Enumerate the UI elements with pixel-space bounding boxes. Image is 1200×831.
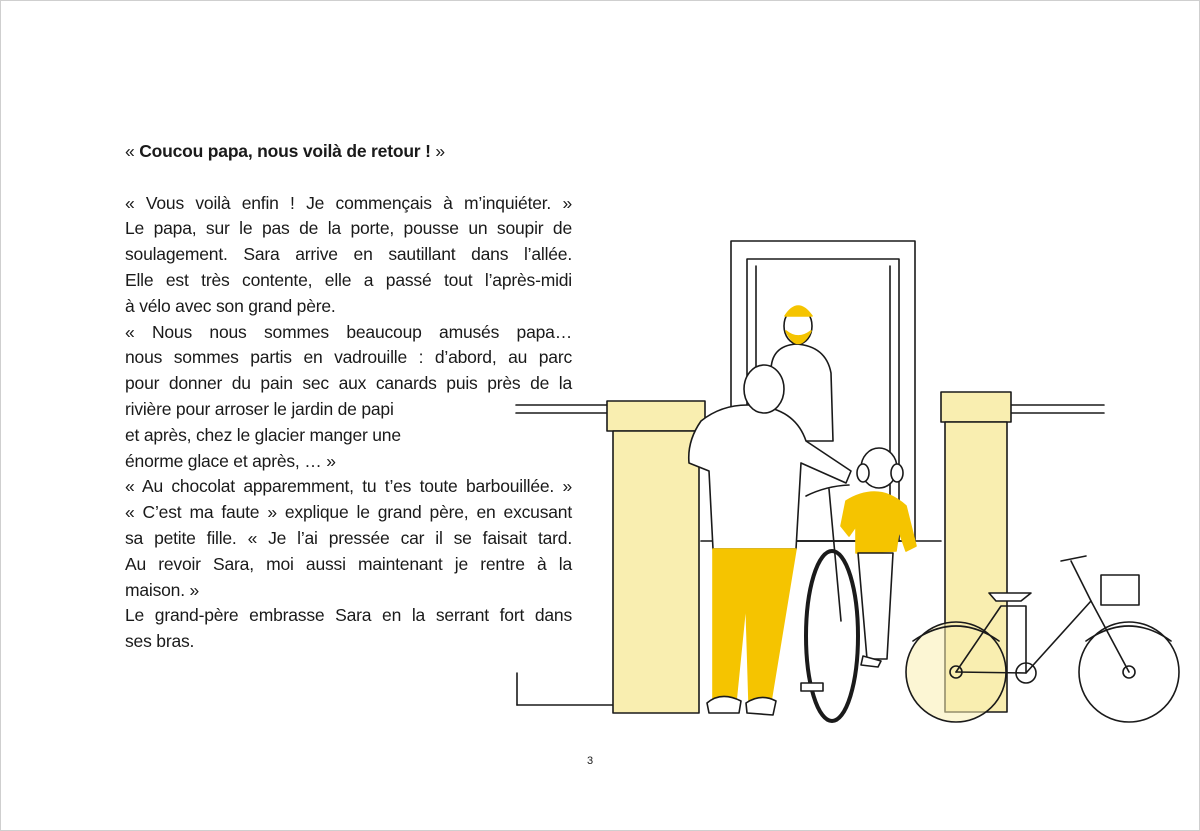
story-line: « Nous nous sommes beaucoup amusés papa… [125, 321, 572, 342]
story-paragraphs [125, 191, 572, 655]
story-line: Le papa, sur le pas de la porte, pousse un soupir de [125, 218, 572, 239]
story-line: Le grand-père embrasse Sara en la serrant fort dans [125, 605, 572, 626]
story-line: Elle est très contente, elle a passé tout l’après-midi [125, 269, 572, 290]
story-line: soulagement. Sara arrive en sautillant dans l’allée. [125, 244, 572, 265]
story-line: sa petite fille. « Je l’ai pressée car il se faisait tard. [125, 527, 572, 548]
page-number: 3 [587, 755, 594, 767]
story-line: rivière pour arroser le jardin de papi [125, 398, 394, 419]
heading-close-quote: » [430, 141, 445, 161]
sara-figure [841, 448, 916, 667]
story-line: maison. » [125, 579, 200, 600]
heading-open-quote: « [125, 141, 140, 161]
story-line: ses bras. [125, 631, 195, 652]
story-text [125, 139, 572, 655]
story-line: à vélo avec son grand père. [125, 295, 336, 316]
story-line: pour donner du pain sec aux canards puis près de la [125, 373, 572, 394]
story-line: « Au chocolat apparemment, tu t’es toute barbouillée. » [125, 476, 572, 497]
heading-bold-text: Coucou papa, nous voilà de retour ! [139, 141, 431, 161]
family-doorway-illustration [506, 231, 1186, 731]
story-line: « Vous voilà enfin ! Je commençais à m’inquiéter. » [125, 192, 572, 213]
story-line: « C’est ma faute » explique le grand père, en excusant [125, 502, 572, 523]
story-line: et après, chez le glacier manger une [125, 424, 401, 445]
story-line: nous sommes partis en vadrouille : d’abord, au parc [125, 347, 572, 368]
story-heading [125, 139, 572, 165]
story-line: énorme glace et après, … » [125, 450, 336, 471]
story-line: Au revoir Sara, moi aussi maintenant je rentre à la [125, 553, 572, 574]
